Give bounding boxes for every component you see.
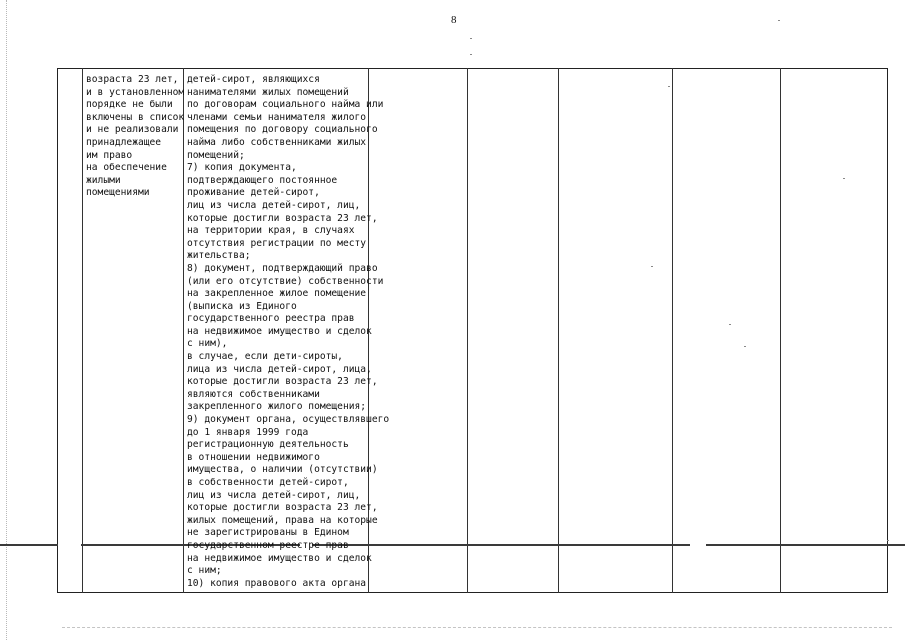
- scan-artifact-gap: [690, 543, 706, 547]
- table-column-divider: [467, 68, 468, 593]
- scan-speck: [668, 86, 670, 87]
- scan-artifact-line: [0, 544, 905, 546]
- scan-speck: [887, 540, 889, 541]
- table-column-divider: [672, 68, 673, 593]
- scan-speck: [470, 38, 472, 39]
- scan-artifact-bottom: [62, 627, 892, 628]
- table-column-divider: [82, 68, 83, 593]
- scan-speck: [744, 346, 746, 347]
- table-column-divider: [780, 68, 781, 593]
- table-column-divider: [558, 68, 559, 593]
- page-number: 8: [451, 14, 457, 26]
- table-cell-col3: детей-сирот, являющихся нанимателями жилых помещений по договорам социального найма или членами семьи нанимателя жилого помещения по договору социального найма либо собственниками жилых помещений; 7) копия документа, подтверждающего постоянное проживание детей-сирот, лиц из числа детей-сирот, лиц, которые достигли возраста 23 лет, на территории края, в случаях отсутствия регистрации по месту жительства; 8) документ, подтверждающий право (или его отсутствие) собственности на закрепленное жилое помещение (выписка из Единого государственного реестра прав на недвижимое имущество и сделок с ним), в случае, если дети-сироты, лица из числа детей-сирот, лица, которые достигли возраста 23 лет, являются собственниками закрепленного жилого помещения; 9) документ органа, осуществлявшего до 1 января 1999 года регистрационную деятельность в отношении недвижимого имущества, о наличии (отсутствии) в собственности детей-сирот, лиц из числа детей-сирот, лиц, которые достигли возраста 23 лет, жилых помещений, права на которые не зарегистрированы в Едином государственном реестре прав на недвижимое имущество и сделок с ним; 10) копия правового акта органа: [187, 74, 390, 589]
- scan-artifact-gap: [58, 543, 81, 547]
- scan-speck: [778, 20, 780, 21]
- scan-speck: [729, 324, 731, 325]
- scan-speck: [843, 178, 845, 179]
- scan-speck: [651, 266, 653, 267]
- scan-speck: [470, 54, 472, 55]
- table-cell-col2: возраста 23 лет, и в установленном порядке не были включены в список и не реализовали принадлежащее им право на обеспечение жилыми помещениями: [86, 74, 185, 199]
